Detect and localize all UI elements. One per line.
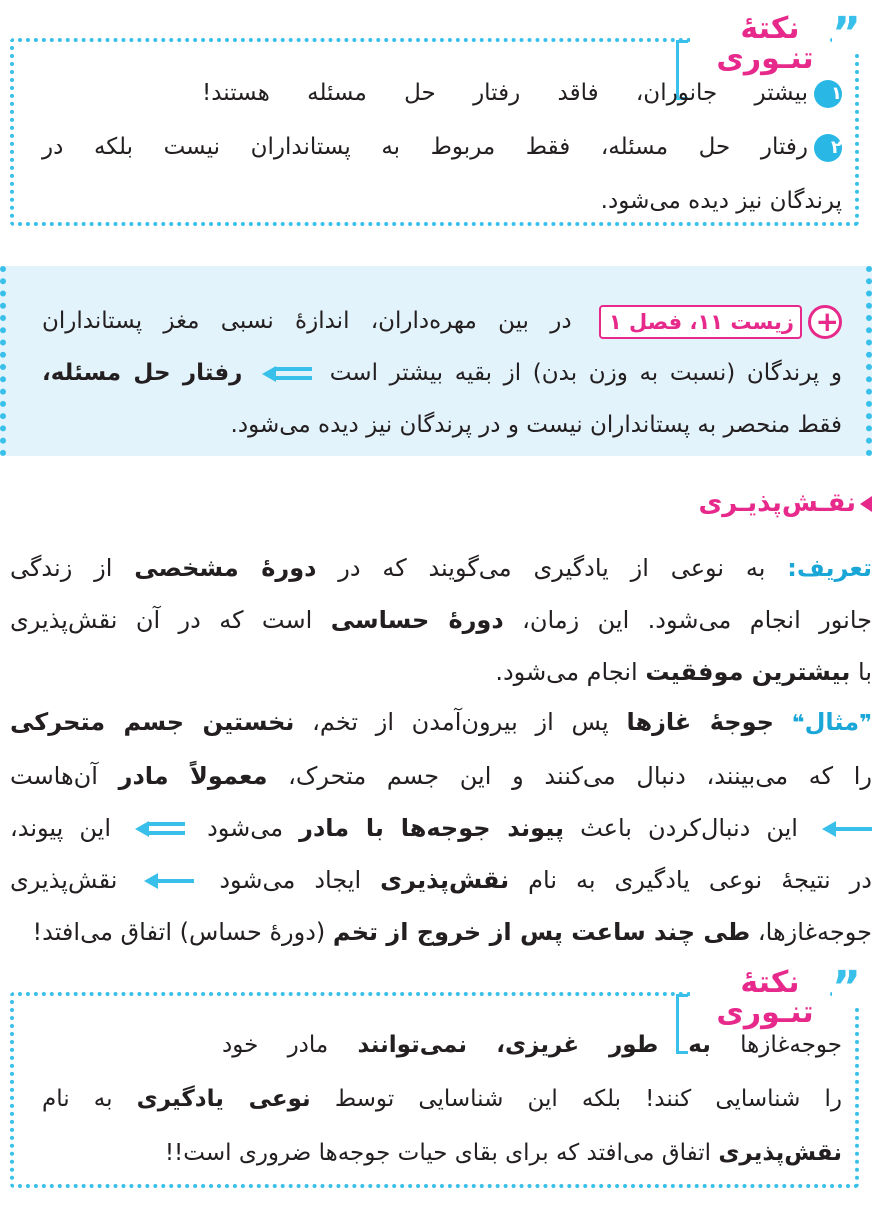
tip-1-text: ۱بیشتر جانوران، فاقد رفتار حل مسئله هستند! ۲رفتار حل مسئله، فقط مربوط به پستانداران نیست بلکه در پرندگان نیز دیده می‌شود. bbox=[42, 80, 842, 214]
example-paragraph: ❞مثال❝ جوجهٔ غازها پس از بیرون‌آمدن از تخم، نخستین جسم متحرکی را که می‌بینند، دنبال می‌کنند و این جسم متحرک، معمولاً مادر آن‌هاست این دنبال‌کردن باعث پیوند جوجه‌ها با مادر می‌شود این پیوند، در نتیجهٔ نوعی یادگیری به نام نقش‌پذیری ایجاد می‌شود نقش‌پذیری جوجه‌غازها، طی چند ساعت پس از خروج از تخم (دورهٔ حساس) اتفاق می‌افتد! bbox=[10, 708, 872, 946]
double-arrow-icon bbox=[133, 820, 185, 838]
arrow-icon bbox=[142, 872, 194, 890]
definition-label: تعریف: bbox=[787, 554, 872, 582]
quote-mark-icon: ” bbox=[832, 8, 861, 59]
tip-2-text: جوجه‌غازها به طور غریزی، نمی‌توانند مادر خود را شناسایی کنند! بلکه این شناسایی توسط نوعی یادگیری به نام نقش‌پذیری اتفاق می‌افتد که برای بقای حیات جوجه‌ها ضروری است!! bbox=[42, 1032, 843, 1166]
arrow-icon bbox=[820, 820, 872, 838]
number-badge-2: ۲ bbox=[814, 134, 842, 162]
plus-circle-icon: + bbox=[808, 305, 842, 339]
example-label: ❞مثال❝ bbox=[791, 708, 872, 736]
info-panel-text: +زیست ۱۱، فصل ۱ در بین مهره‌داران، اندازهٔ نسبی مغز پستانداران و پرندگان (نسبت به وزن بدن) از بقیه بیشتر است رفتار حل مسئله، فقط منحصر به پستانداران نیست و در پرندگان نیز دیده می‌شود. bbox=[42, 304, 843, 438]
double-arrow-icon bbox=[260, 365, 312, 383]
quote-mark-icon: ” bbox=[832, 962, 861, 1013]
reference-badge: زیست ۱۱، فصل ۱ bbox=[599, 305, 802, 339]
tip-tag-1: نکتهٔ تنـوری bbox=[690, 14, 830, 114]
tip-tag-2: نکتهٔ تنـوری bbox=[690, 968, 830, 1068]
number-badge-1: ۱ bbox=[814, 80, 842, 108]
section-title: نقـش‌پذیـری bbox=[698, 485, 872, 521]
definition-paragraph: تعریف: به نوعی از یادگیری می‌گویند که در دورهٔ مشخصی از زندگی جانور انجام می‌شود. این زمان، دورهٔ حساسی است که در آن نقش‌پذیری با بیشترین موفقیت انجام می‌شود. bbox=[10, 554, 873, 686]
triangle-bullet-icon bbox=[860, 496, 872, 512]
